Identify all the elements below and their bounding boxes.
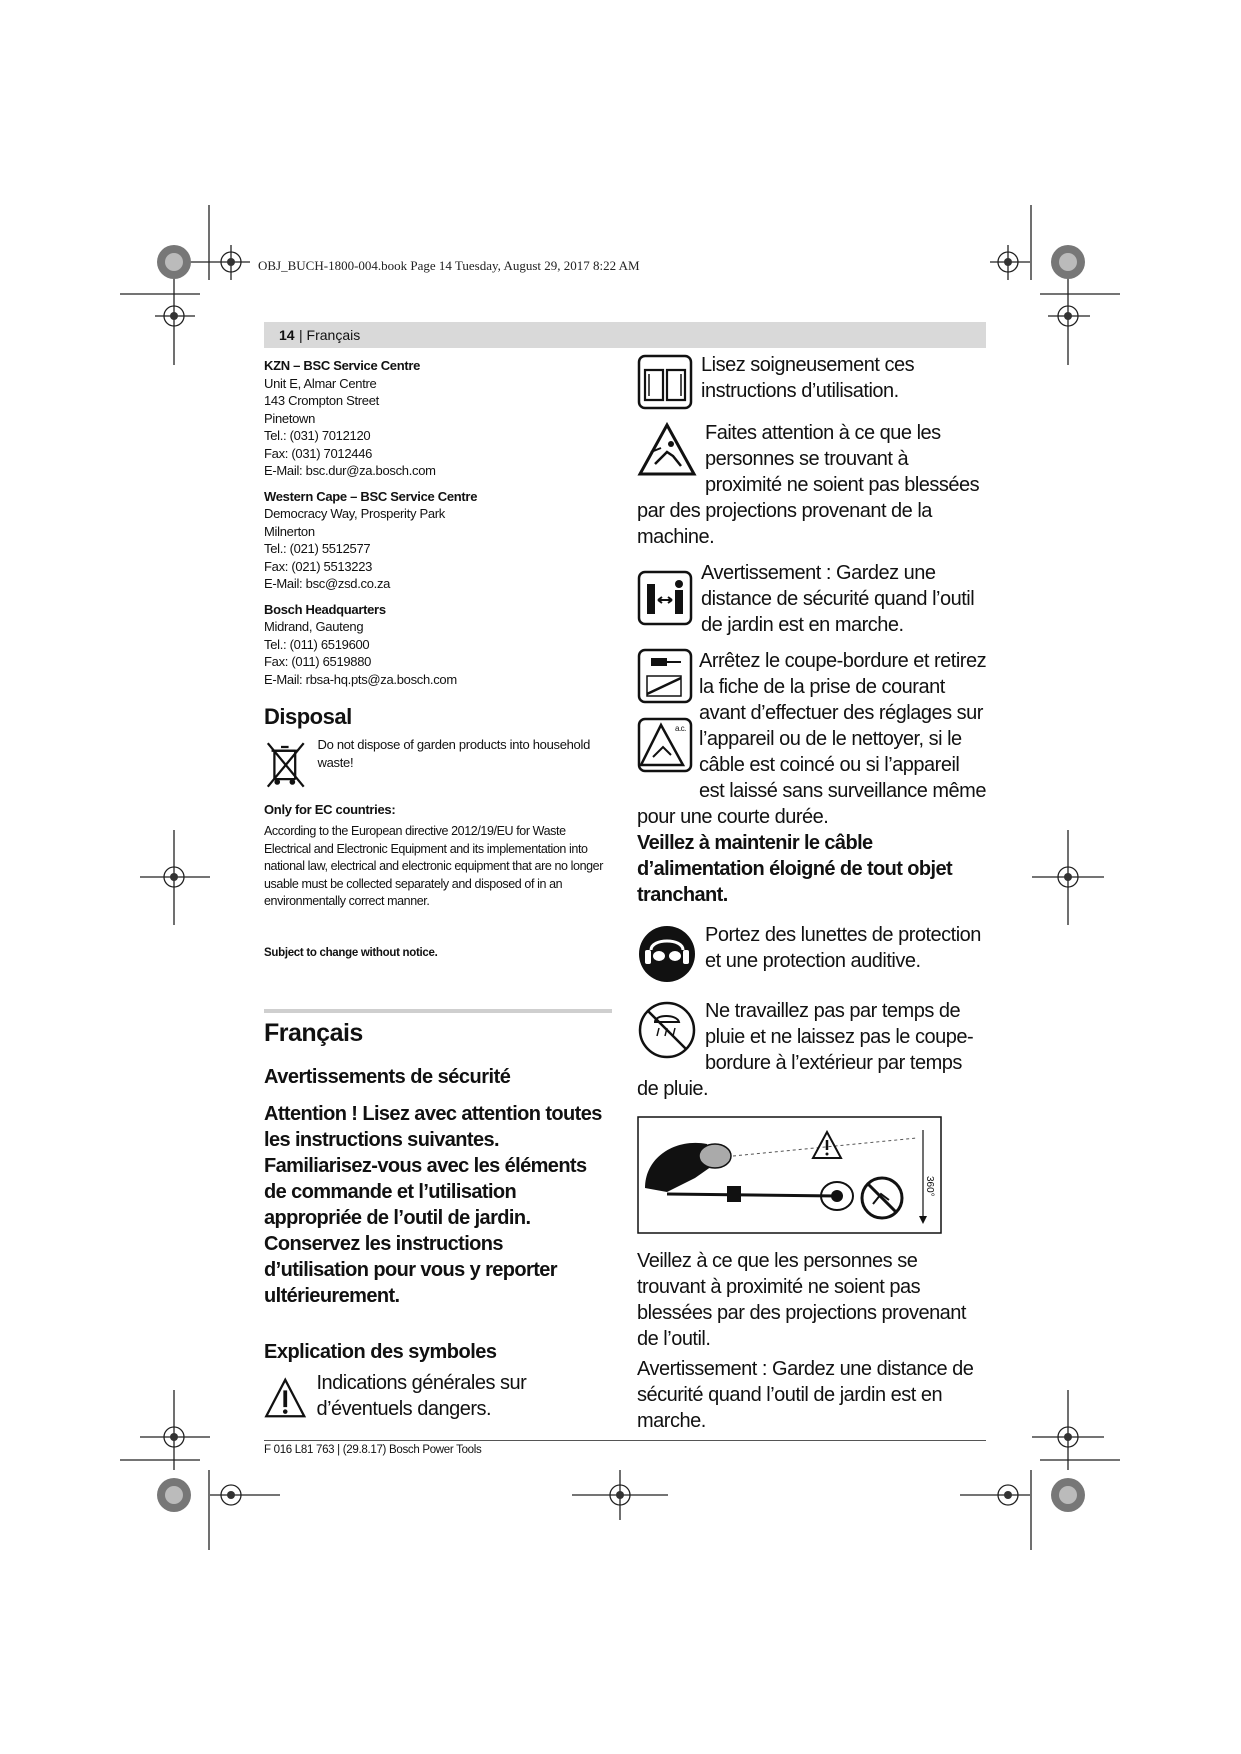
- protection-item: Portez des lunettes de protection et une protection auditive.: [637, 922, 987, 984]
- safe-distance-icon: [637, 570, 693, 626]
- footer-rule: [264, 1440, 986, 1441]
- book-icon: [637, 354, 693, 410]
- attention-text: Attention ! Lisez avec attention toutes les instructions suivantes. Familiarisez-vous avec les éléments de commande et l’utilisation appropriée de l’outil de jardin. Conservez les instructions d’utilisation pour vous y reporter ultérieurement.: [264, 1102, 602, 1307]
- safety-heading: Avertissements de sécurité: [264, 1065, 511, 1088]
- goggles-earmuffs-icon: [637, 924, 697, 984]
- plug-icon: [637, 648, 693, 704]
- unplug-item: a.c. Arrêtez le coupe-bordure et retirez la fiche de la prise de courant avant d’effectuer des réglages sur l’appareil ou de le nettoyer, si le câble est coincé ou si l’appareil est laissé sans surveillance même pour une courte durée.: [637, 650, 987, 828]
- disposal-row: [264, 736, 612, 792]
- footer-text: F 016 L81 763 | (29.8.17) Bosch Power Tools: [264, 1444, 482, 1456]
- read-manual-item: Lisez soigneusement ces instructions d’utilisation.: [637, 352, 987, 410]
- crossed-bin-icon: [264, 736, 307, 792]
- cable-warning: Veillez à maintenir le câble d’alimentation éloigné de tout objet tranchant.: [637, 832, 953, 906]
- distance-item: Avertissement : Gardez une distance de sécurité quand l’outil de jardin est en marche.: [637, 560, 987, 638]
- address-headquarters: Bosch Headquarters Midrand, Gauteng Tel.: (011) 6519600 Fax: (011) 6519880 E-Mail: rbsa-hq.pts@za.bosch.com: [264, 601, 457, 687]
- distance2-text: Avertissement : Gardez une distance de sécurité quand l’outil de jardin est en marche.: [637, 1358, 974, 1432]
- francais-heading: Français: [264, 1018, 363, 1047]
- svg-text:360°: 360°: [924, 1176, 935, 1197]
- symbols-heading: Explication des symboles: [264, 1340, 497, 1363]
- change-notice: Subject to change without notice.: [264, 946, 438, 959]
- general-danger-text: Indications générales sur d’éventuels dangers.: [316, 1371, 527, 1420]
- left-column: [264, 357, 612, 1426]
- disposal-text: Do not dispose of garden products into household waste!: [317, 737, 591, 770]
- ac-warning-icon: [637, 717, 693, 773]
- bystanders-item: Faites attention à ce que les personnes se trouvant à proximité ne soient pas blessées par des projections provenant de la machine.: [637, 422, 980, 548]
- unplug-icons: [637, 648, 699, 780]
- trimmer-safety-figure: [637, 1116, 942, 1234]
- general-danger-row: [264, 1370, 612, 1426]
- svg-text:a.c.: a.c.: [675, 724, 686, 733]
- no-rain-icon: [637, 1000, 697, 1060]
- warning-triangle-icon: [264, 1370, 306, 1426]
- bystanders-tool-text: Veillez à ce que les personnes se trouvant à proximité ne soient pas blessées par des projections provenant de l’outil.: [637, 1250, 966, 1350]
- file-info: OBJ_BUCH-1800-004.book Page 14 Tuesday, August 29, 2017 8:22 AM: [258, 258, 640, 273]
- flying-debris-icon: [637, 422, 697, 478]
- header-language: | Français: [299, 327, 361, 343]
- rain-item: Ne travaillez pas par temps de pluie et ne laissez pas le coupe-bordure à l’extérieur par temps de pluie.: [637, 1000, 974, 1100]
- section-divider: [264, 1009, 612, 1013]
- ec-text: According to the European directive 2012/19/EU for Waste Electrical and Electronic Equipment and its implementation into national law, electrical and electronic equipment that are no longer usable must be collected separately and disposed of in an environmentally correct manner.: [264, 824, 603, 908]
- disposal-heading: Disposal: [264, 704, 352, 729]
- page-number: 14: [279, 327, 295, 343]
- address-western-cape: Western Cape – BSC Service Centre Democracy Way, Prosperity Park Milnerton Tel.: (021) 5512577 Fax: (021) 5513223 E-Mail: bsc@zsd.co.za: [264, 488, 478, 591]
- page-header: [264, 322, 986, 348]
- ec-heading: Only for EC countries:: [264, 802, 396, 817]
- right-column: [637, 352, 987, 1434]
- address-kzn: KZN – BSC Service Centre Unit E, Almar Centre 143 Crompton Street Pinetown Tel.: (031) 7012120 Fax: (031) 7012446 E-Mail: bsc.dur@za.bosch.com: [264, 358, 436, 478]
